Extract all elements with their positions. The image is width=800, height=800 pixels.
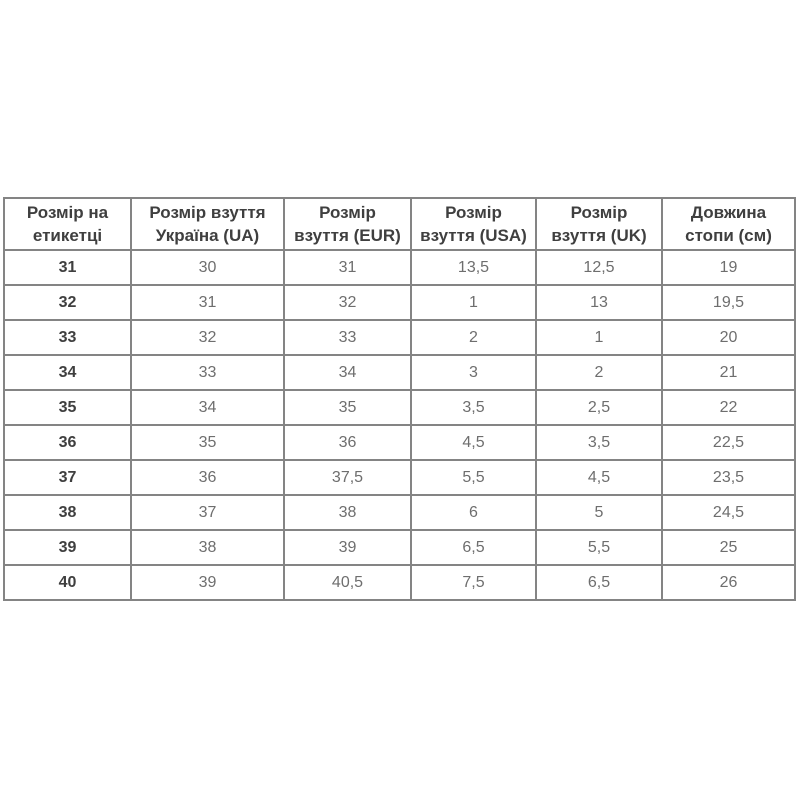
header-line: стопи (см) (685, 226, 772, 245)
row-label-cell: 39 (4, 530, 131, 565)
header-line: Розмір (319, 203, 376, 222)
row-label-cell: 40 (4, 565, 131, 600)
table-body (4, 250, 795, 600)
table-cell: 39 (131, 565, 284, 600)
table-row (4, 425, 795, 460)
table-row (4, 530, 795, 565)
table-cell: 31 (131, 285, 284, 320)
table-row (4, 355, 795, 390)
table-row (4, 250, 795, 285)
table-cell: 21 (662, 355, 795, 390)
table-cell: 38 (284, 495, 411, 530)
table-cell: 5,5 (536, 530, 662, 565)
row-label-cell: 33 (4, 320, 131, 355)
column-header-foot-length (662, 198, 795, 250)
table-row (4, 320, 795, 355)
table-cell: 20 (662, 320, 795, 355)
header-line: взуття (UK) (551, 226, 647, 245)
table-cell: 6 (411, 495, 536, 530)
table-cell: 40,5 (284, 565, 411, 600)
table-cell: 35 (284, 390, 411, 425)
table-cell: 36 (284, 425, 411, 460)
table-cell: 13 (536, 285, 662, 320)
table-cell: 37,5 (284, 460, 411, 495)
table-cell: 37 (131, 495, 284, 530)
table-cell: 6,5 (411, 530, 536, 565)
table-cell: 3,5 (411, 390, 536, 425)
table-cell: 19 (662, 250, 795, 285)
row-label-cell: 34 (4, 355, 131, 390)
header-line: етикетці (32, 226, 103, 245)
table-row (4, 495, 795, 530)
table-row (4, 460, 795, 495)
table-cell: 19,5 (662, 285, 795, 320)
table-cell: 1 (536, 320, 662, 355)
table-cell: 13,5 (411, 250, 536, 285)
row-label-cell: 31 (4, 250, 131, 285)
row-label-cell: 36 (4, 425, 131, 460)
table-cell: 3 (411, 355, 536, 390)
table-cell: 7,5 (411, 565, 536, 600)
table-cell: 2,5 (536, 390, 662, 425)
table-cell: 32 (284, 285, 411, 320)
row-label-cell: 35 (4, 390, 131, 425)
table-cell: 26 (662, 565, 795, 600)
table-cell: 2 (411, 320, 536, 355)
header-line: Довжина (690, 203, 767, 222)
table-cell: 31 (284, 250, 411, 285)
table-cell: 25 (662, 530, 795, 565)
header-line: Розмір на (26, 203, 109, 222)
table-cell: 35 (131, 425, 284, 460)
row-label-cell: 32 (4, 285, 131, 320)
table-cell: 3,5 (536, 425, 662, 460)
table-cell: 5,5 (411, 460, 536, 495)
table-cell: 33 (131, 355, 284, 390)
table-cell: 4,5 (411, 425, 536, 460)
table-cell: 2 (536, 355, 662, 390)
row-label-cell: 38 (4, 495, 131, 530)
table-cell: 1 (411, 285, 536, 320)
row-label-cell: 37 (4, 460, 131, 495)
table-cell: 39 (284, 530, 411, 565)
column-header-uk-size (536, 198, 662, 250)
table-cell: 12,5 (536, 250, 662, 285)
table-cell: 22,5 (662, 425, 795, 460)
header-line: взуття (USA) (420, 226, 527, 245)
table-cell: 34 (284, 355, 411, 390)
table-cell: 4,5 (536, 460, 662, 495)
table-cell: 22 (662, 390, 795, 425)
column-header-usa-size (411, 198, 536, 250)
column-header-label-size (4, 198, 131, 250)
header-line: Розмір (570, 203, 628, 222)
shoe-size-conversion-table (3, 197, 796, 601)
header-line: Україна (UA) (155, 226, 260, 245)
table-cell: 38 (131, 530, 284, 565)
table-cell: 6,5 (536, 565, 662, 600)
table-cell: 5 (536, 495, 662, 530)
table-row (4, 565, 795, 600)
table-cell: 23,5 (662, 460, 795, 495)
table-cell: 33 (284, 320, 411, 355)
table-cell: 34 (131, 390, 284, 425)
header-line: Розмір взуття (149, 203, 266, 222)
table-row (4, 390, 795, 425)
table-cell: 30 (131, 250, 284, 285)
header-line: Розмір (445, 203, 502, 222)
table-row (4, 285, 795, 320)
table-cell: 32 (131, 320, 284, 355)
column-header-eur-size (284, 198, 411, 250)
header-line: взуття (EUR) (294, 226, 401, 245)
table-cell: 36 (131, 460, 284, 495)
table-cell: 24,5 (662, 495, 795, 530)
column-header-ua-size (131, 198, 284, 250)
header-row (4, 198, 795, 250)
